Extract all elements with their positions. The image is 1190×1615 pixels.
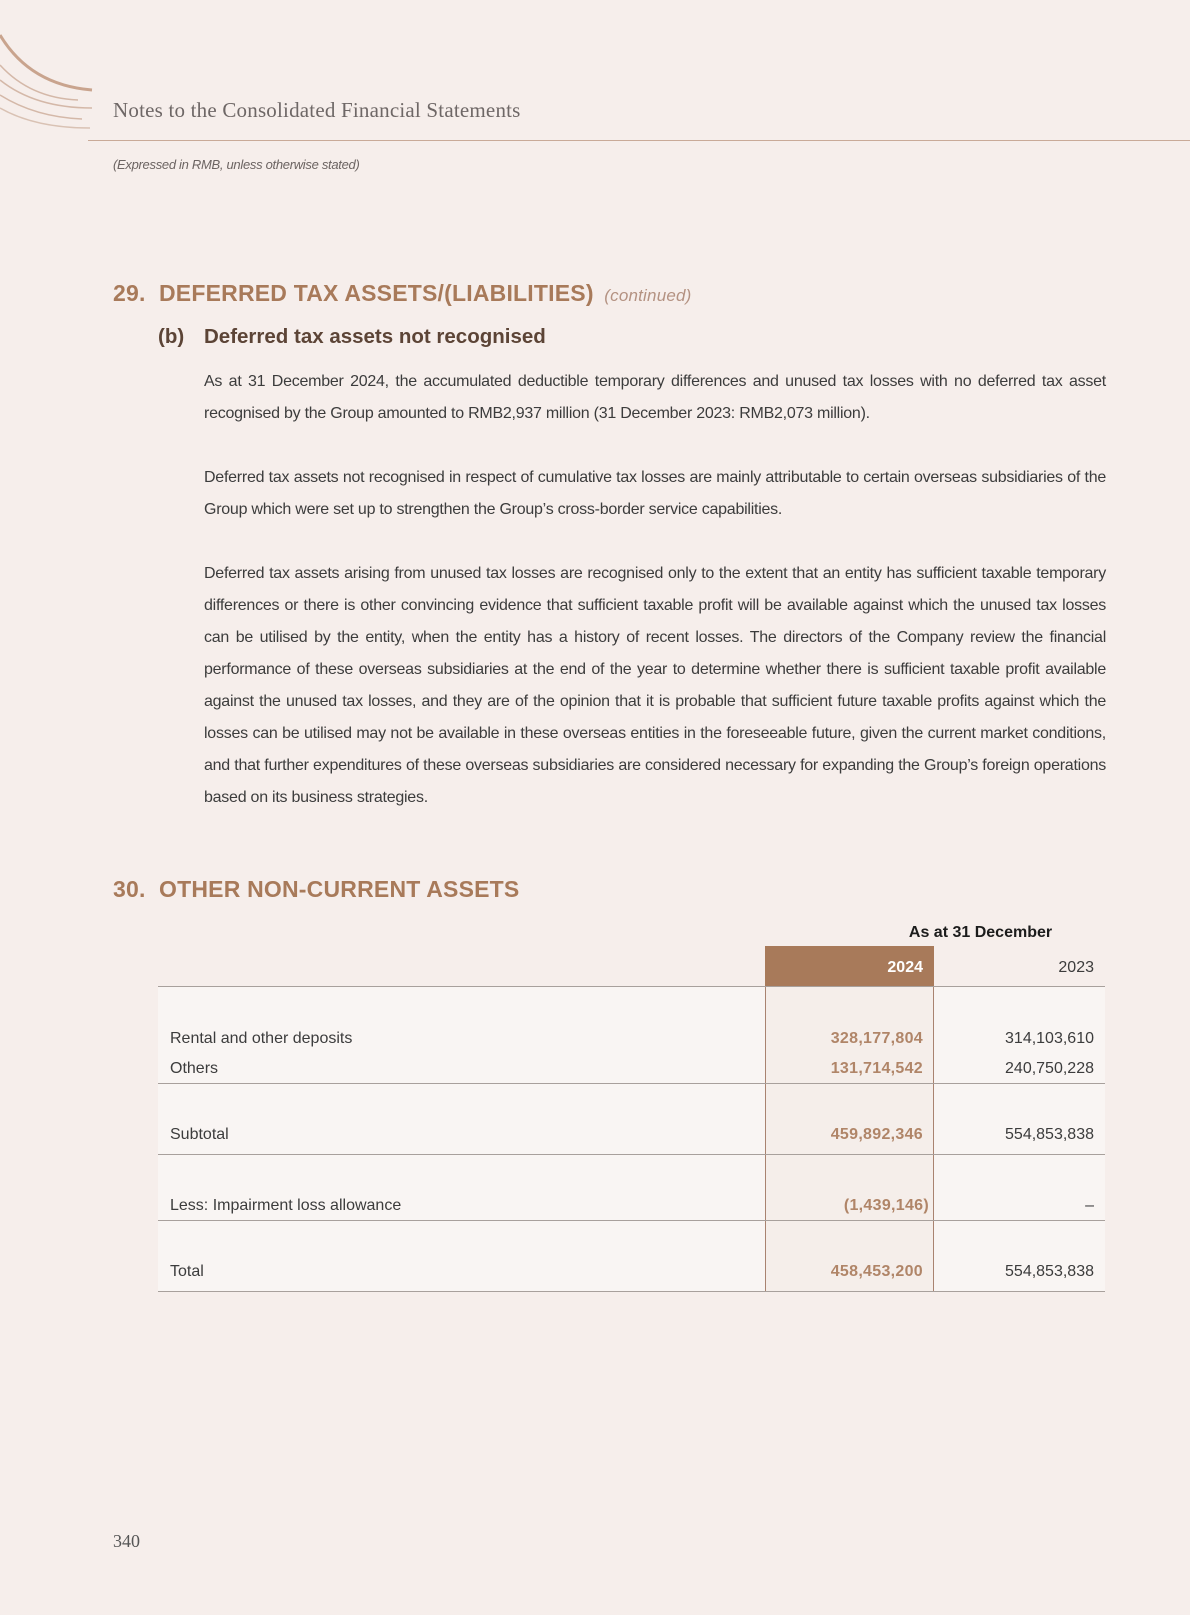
row-rule [158, 1220, 1105, 1221]
section-30-number: 30. [113, 876, 146, 902]
section-29-title [113, 280, 692, 307]
table-row [158, 1126, 1105, 1148]
table-row [158, 1263, 1105, 1285]
row-label: Subtotal [170, 1126, 229, 1143]
continued-label: (continued) [604, 286, 692, 305]
section-29-heading: DEFERRED TAX ASSETS/(LIABILITIES) [159, 280, 594, 306]
row-label: Less: Impairment loss allowance [170, 1197, 402, 1214]
page-number: 340 [113, 1531, 140, 1551]
value-2024: 459,892,346 [830, 1126, 923, 1143]
section-29-number: 29. [113, 280, 146, 306]
bottom-rule [158, 1291, 1105, 1292]
row-label: Total [170, 1263, 204, 1280]
row-rule [158, 1083, 1105, 1084]
value-2024: 131,714,542 [830, 1060, 923, 1077]
value-2023: – [1085, 1197, 1094, 1214]
paragraph-3: Deferred tax assets arising from unused tax losses are recognised only to the extent that an entity has sufficient taxable temporary differences or there is other convincing evidence that sufficient taxable profit will be available against which the unused tax losses can be utilised by the entity, when the entity has a history of recent losses. The directors of the Company review the financial performance of these overseas subsidiaries at the end of the year to determine whether there is sufficient taxable profit available against the unused tax losses, and they are of the opinion that it is probable that sufficient future taxable profits against which the losses can be utilised may not be available in these overseas entities in the foreseeable future, given the current market conditions, and that further expenditures of these overseas subsidiaries are considered necessary for expanding the Group’s foreign operations based on its business strategies. [204, 565, 1106, 806]
value-2023: 240,750,228 [1005, 1060, 1094, 1077]
column-group-header: As at 31 December [908, 924, 1053, 941]
table-row [158, 1197, 1105, 1219]
value-2023: 554,853,838 [1005, 1126, 1094, 1143]
column-header-2024: 2024 [765, 946, 934, 986]
table-row [158, 1060, 1105, 1082]
value-2024: (1,439,146) [843, 1197, 929, 1214]
section-30-heading: OTHER NON-CURRENT ASSETS [159, 876, 520, 902]
row-label: Others [170, 1060, 219, 1077]
value-2024: 458,453,200 [830, 1263, 923, 1280]
header-title: Notes to the Consolidated Financial Statements [113, 98, 521, 122]
header-rule [158, 986, 1105, 987]
column-header-2023: 2023 [1058, 959, 1094, 976]
value-2023: 554,853,838 [1005, 1263, 1094, 1280]
section-30-title [113, 876, 519, 903]
subsection-b-label: (b) [158, 325, 185, 348]
paragraph-1: As at 31 December 2024, the accumulated deductible temporary differences and unused tax losses with no deferred tax asset recognised by the Group amounted to RMB2,937 million (31 December 2023: RMB2,073 million). [204, 373, 1106, 422]
subsection-b-heading: Deferred tax assets not recognised [204, 325, 546, 348]
value-2024: 328,177,804 [830, 1030, 923, 1047]
subsection-b-title [158, 325, 546, 349]
decorative-arcs-icon [0, 20, 100, 140]
header-divider [88, 140, 1190, 141]
row-rule [158, 1154, 1105, 1155]
header-subtitle: (Expressed in RMB, unless otherwise stated) [113, 157, 360, 172]
row-label: Rental and other deposits [170, 1030, 353, 1047]
table-row [158, 1030, 1105, 1052]
value-2023: 314,103,610 [1005, 1030, 1094, 1047]
paragraph-2: Deferred tax assets not recognised in respect of cumulative tax losses are mainly attributable to certain overseas subsidiaries of the Group which were set up to strengthen the Group’s cross-border service capabilities. [204, 469, 1106, 518]
